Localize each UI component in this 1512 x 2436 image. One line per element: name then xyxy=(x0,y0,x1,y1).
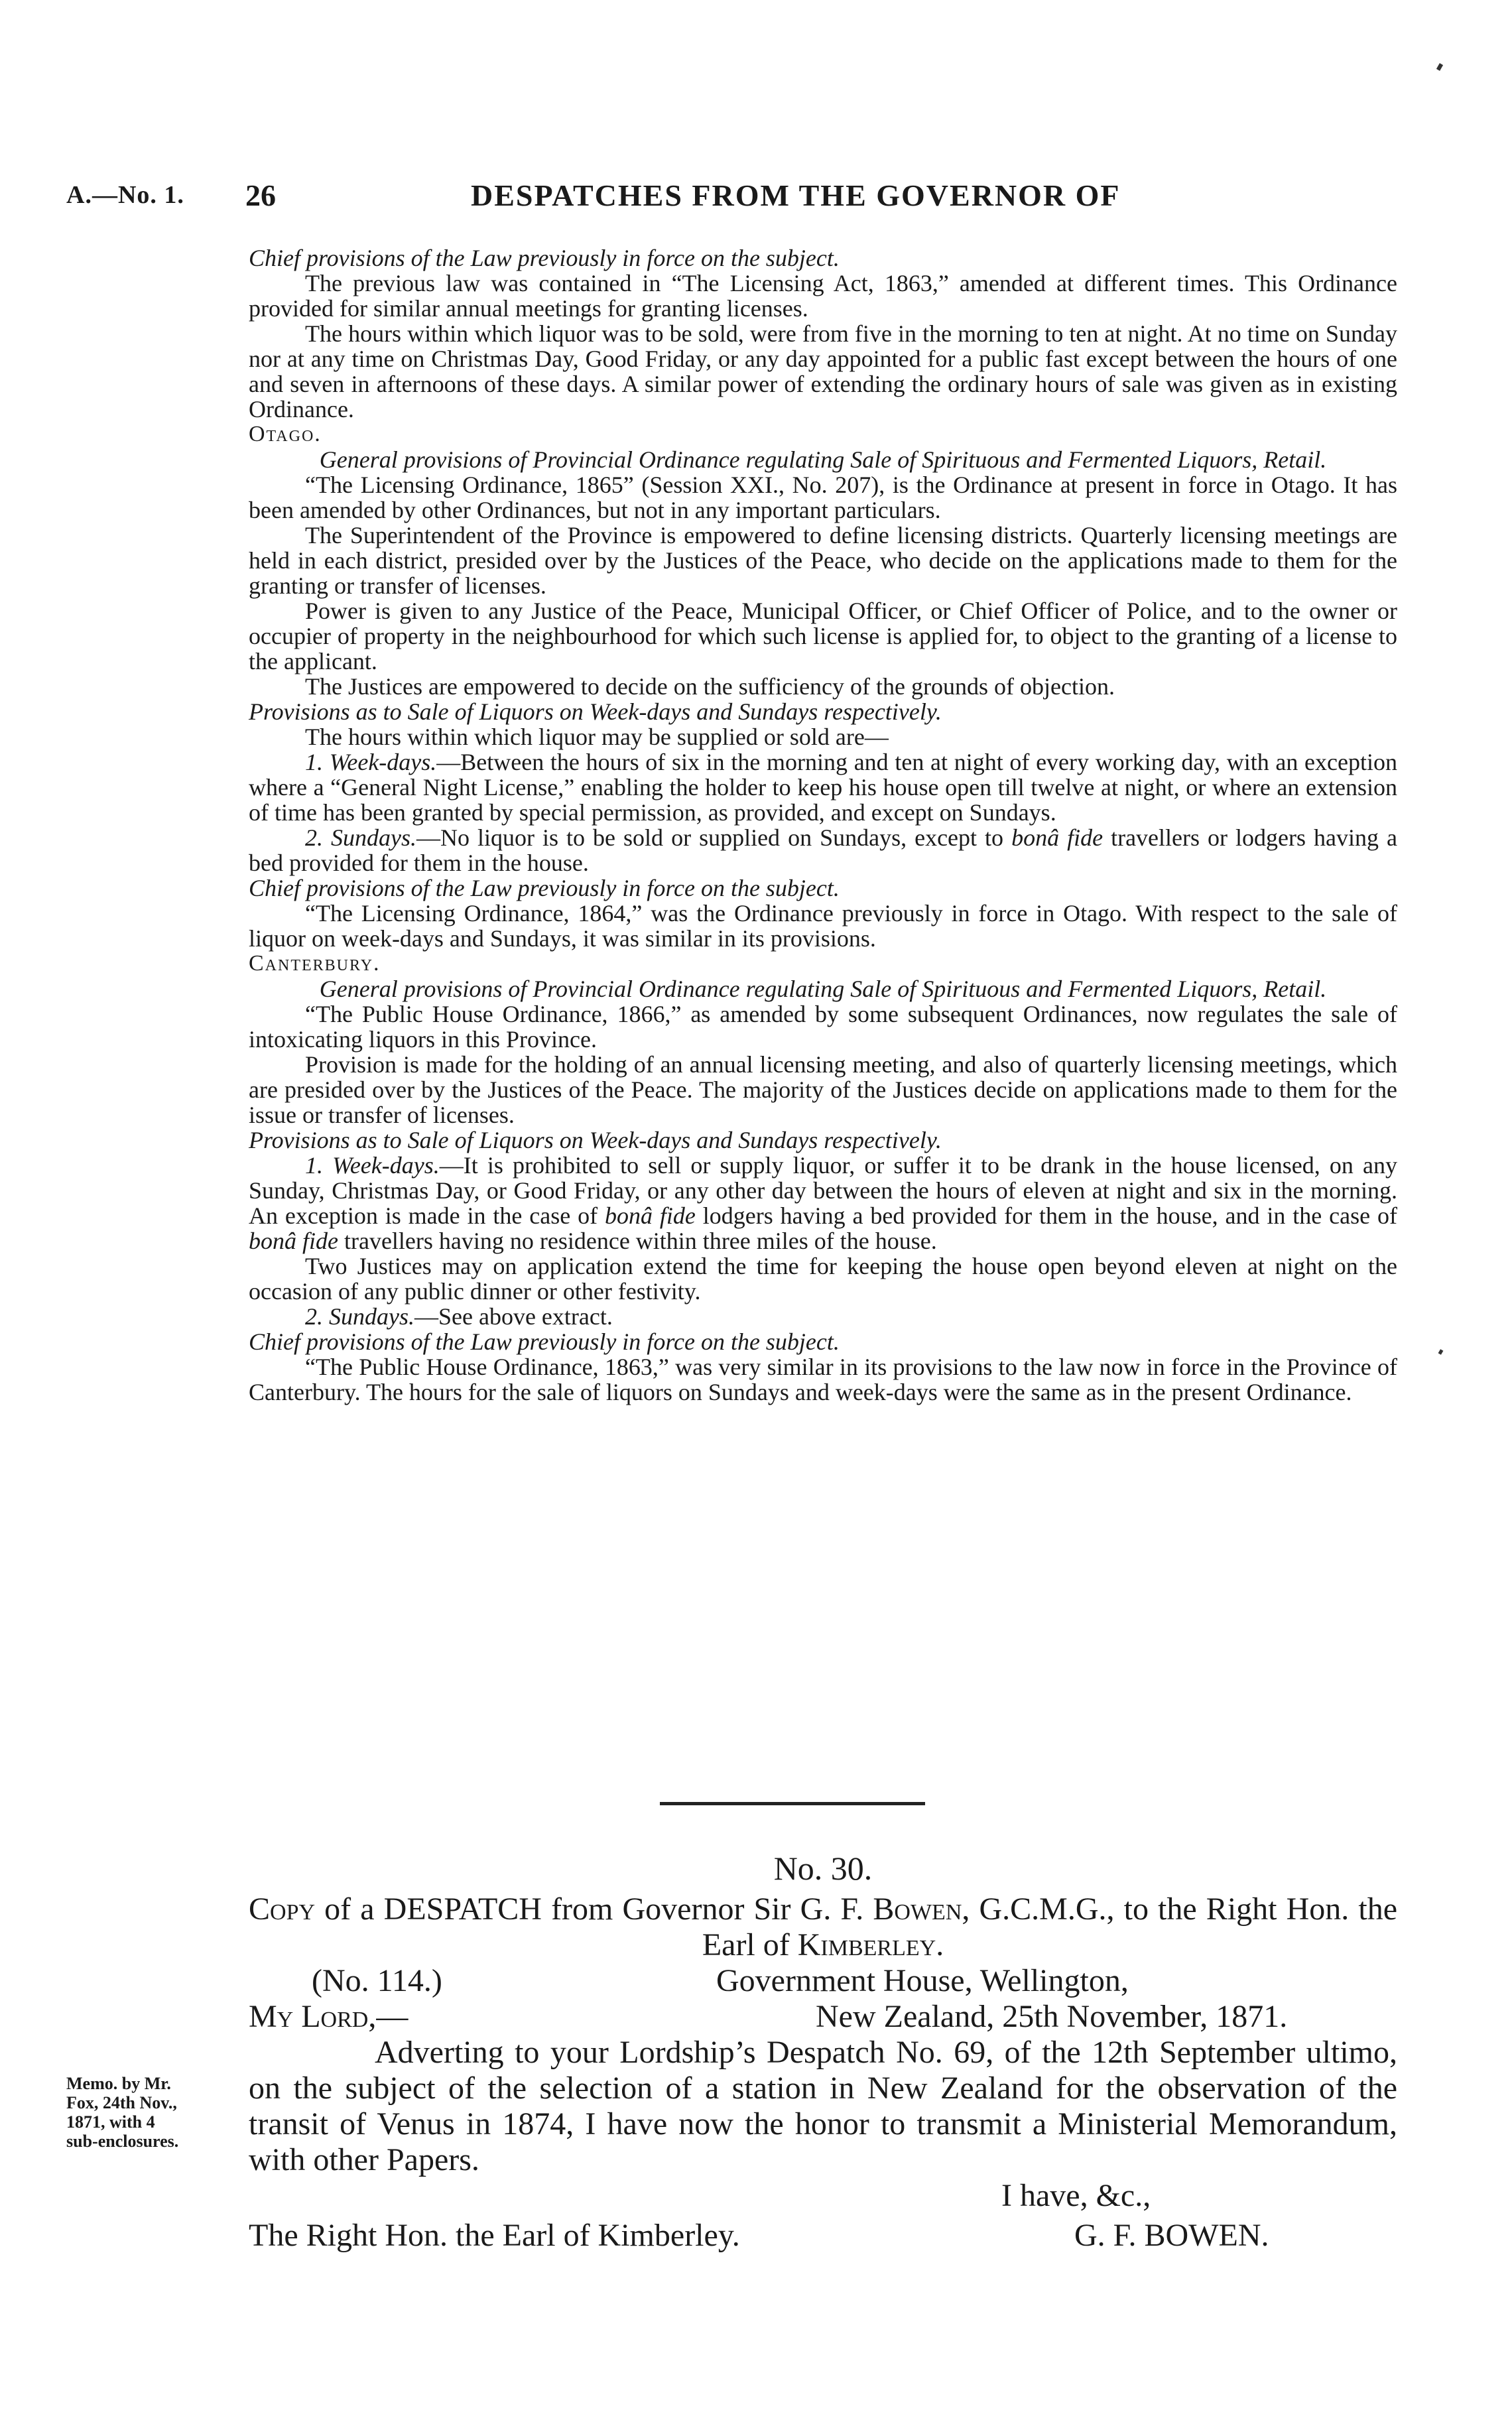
italic-phrase: bonâ fide xyxy=(604,1202,696,1229)
paragraph: “The Licensing Ordinance, 1865” (Session XXI., No. 207), is the Ordinance at present in force in Otago. It has been amended by other Ordinances, but not in any important particulars. xyxy=(249,472,1397,523)
paragraph: “The Licensing Ordinance, 1864,” was the Ordinance previously in force in Otago. With respect to the sale of liquor on week-days and Sundays, it was similar in its provisions. xyxy=(249,900,1397,952)
paragraph: The hours within which liquor may be supplied or sold are— xyxy=(305,724,889,750)
title-text: , G.C.M.G., to the Right Hon. the Earl of xyxy=(702,1891,1398,1962)
item-label: 2. Sundays. xyxy=(305,1303,414,1330)
closing-line xyxy=(249,2178,1397,2214)
paragraph: “The Public House Ordinance, 1866,” as amended by some subsequent Ordinances, now regulates the sale of intoxicating liquors in this Province. xyxy=(249,1001,1397,1053)
title-text: of a DESPATCH from Governor Sir G. F. xyxy=(315,1891,873,1927)
paragraph: The hours within which liquor was to be sold, were from five in the morning to ten at night. At no time on Sunday nor at any time on Christmas Day, Good Friday, or any day appointed for a public fast except between the hours of one and seven in afternoons of these days. A similar power of extending the ordinary hours of sale was given as in existing Ordinance. xyxy=(249,320,1397,422)
list-item xyxy=(249,1153,1397,1253)
section-divider xyxy=(660,1802,925,1805)
despatch-body: Adverting to your Lordship’s Despatch No. 69, of the 12th September ultimo, on the subject of the selection of a station in New Zealand for the observation of the transit of Venus in 1874, I have now the honor to transmit a Ministerial Memorandum, with other Papers. xyxy=(249,2035,1397,2177)
scan-speck xyxy=(1436,63,1443,71)
italic-phrase: bonâ fide xyxy=(1011,824,1103,851)
subheading: Chief provisions of the Law previously in force on the subject. xyxy=(249,875,840,901)
page-number: 26 xyxy=(245,178,276,212)
margin-note xyxy=(66,2074,232,2151)
item-text: —No liquor is to be sold or supplied on Sundays, except to xyxy=(416,824,1012,851)
general-provisions-heading: General provisions of Provincial Ordinance regulating Sale of Spirituous and Fermented Liquors, Retail. xyxy=(319,446,1327,473)
closing: I have, &c., xyxy=(1001,2178,1151,2213)
address-date: New Zealand, 25th November, 1871. xyxy=(816,1999,1288,2034)
despatch-number: No. 30. xyxy=(773,1850,873,1887)
paragraph: The previous law was contained in “The Licensing Act, 1863,” amended at different times. This Ordinance provided for similar annual meetings for granting licenses. xyxy=(249,270,1397,322)
signature-line xyxy=(249,2218,1397,2254)
despatch-title xyxy=(249,1891,1397,1963)
salutation: My Lord,— xyxy=(249,1999,409,2034)
subheading: Provisions as to Sale of Liquors on Week-days and Sundays respectively. xyxy=(249,698,942,725)
item-label: 1. Week-days. xyxy=(305,1152,440,1179)
item-text: —Between the hours of six in the morning and ten at night of every working day, with an exception where a “General Night License,” enabling the holder to keep his house open till twelve at night, or where an extension of time has been granted by special permission, as provided, and except on Sundays. xyxy=(249,749,1397,826)
header-reference: A.—No. 1. xyxy=(66,181,184,209)
paragraph: Provision is made for the holding of an annual licensing meeting, and also of quarterly licensing meetings, which are presided over by the Justices of the Peace. The majority of the Justices decide on applications made to them for the issue or transfer of licenses. xyxy=(249,1051,1397,1128)
list-item xyxy=(249,825,1397,875)
item-text: travellers or lodgers having a bed provided for them in the house. xyxy=(249,824,1397,876)
italic-phrase: bonâ fide xyxy=(249,1228,338,1254)
bowen-name: Bowen xyxy=(873,1891,962,1927)
title-text: . xyxy=(936,1927,944,1962)
subheading: Provisions as to Sale of Liquors on Week-days and Sundays respectively. xyxy=(249,1127,942,1153)
item-text: —It is prohibited to sell or supply liquor, or suffer it to be drank in the house licensed, on any Sunday, Christmas Day, or Good Friday, or any other day between the hours of eleven at night and six in the morning. An exception is made in the case of xyxy=(249,1152,1397,1229)
copy-word: Copy xyxy=(249,1891,316,1927)
scan-speck xyxy=(1438,1349,1444,1355)
section-heading-canterbury: Canterbury. xyxy=(249,951,381,976)
paragraph: Power is given to any Justice of the Peace, Municipal Officer, or Chief Officer of Police, and to the owner or occupier of property in the neighbourhood for which such license is applied for, to object to the granting of a license to the applicant. xyxy=(249,598,1397,674)
general-provisions-heading: General provisions of Provincial Ordinance regulating Sale of Spirituous and Fermented Liquors, Retail. xyxy=(319,976,1327,1002)
kimberley-name: Kimberley xyxy=(797,1927,936,1962)
paragraph: Two Justices may on application extend the time for keeping the house open beyond eleven at night on the occasion of any public dinner or other festivity. xyxy=(249,1253,1397,1305)
margin-note-line: 1871, with 4 xyxy=(66,2112,155,2132)
main-text-column xyxy=(249,245,1397,1405)
subheading: Chief provisions of the Law previously in force on the subject. xyxy=(249,1328,840,1355)
address-line-2 xyxy=(249,1999,1397,2035)
margin-note-line: Memo. by Mr. xyxy=(66,2074,171,2093)
address-line-1 xyxy=(249,1963,1397,1999)
address-line: Government House, Wellington, xyxy=(716,1963,1129,1998)
section-heading-otago: Otago. xyxy=(249,422,322,446)
subheading: Chief provisions of the Law previously in force on the subject. xyxy=(249,245,840,271)
despatch-block xyxy=(249,1850,1397,2254)
page-title: DESPATCHES FROM THE GOVERNOR OF xyxy=(471,178,1121,212)
item-text: —See above extract. xyxy=(414,1303,613,1330)
item-label: 1. Week-days. xyxy=(305,749,437,775)
addressee: The Right Hon. the Earl of Kimberley. xyxy=(249,2218,740,2253)
paragraph: The Superintendent of the Province is empowered to define licensing districts. Quarterly licensing meetings are held in each district, presided over by the Justices of the Peace, who decide on the applications made to them for the granting or transfer of licenses. xyxy=(249,522,1397,599)
margin-note-line: sub-enclosures. xyxy=(66,2132,179,2151)
despatch-ref-number: (No. 114.) xyxy=(312,1963,442,1998)
list-item xyxy=(249,1304,1397,1329)
item-text: lodgers having a bed provided for them in the house, and in the case of xyxy=(695,1202,1398,1229)
item-text: travellers having no residence within three miles of the house. xyxy=(338,1228,937,1254)
list-item xyxy=(249,749,1397,825)
signature: G. F. BOWEN. xyxy=(1074,2218,1269,2253)
item-label: 2. Sundays. xyxy=(305,824,416,851)
paragraph: “The Public House Ordinance, 1863,” was very similar in its provisions to the law now in force in the Province of Canterbury. The hours for the sale of liquors on Sundays and week-days were the same as in the present Ordinance. xyxy=(249,1354,1397,1405)
paragraph: The Justices are empowered to decide on the sufficiency of the grounds of objection. xyxy=(305,673,1115,700)
margin-note-line: Fox, 24th Nov., xyxy=(66,2093,177,2112)
